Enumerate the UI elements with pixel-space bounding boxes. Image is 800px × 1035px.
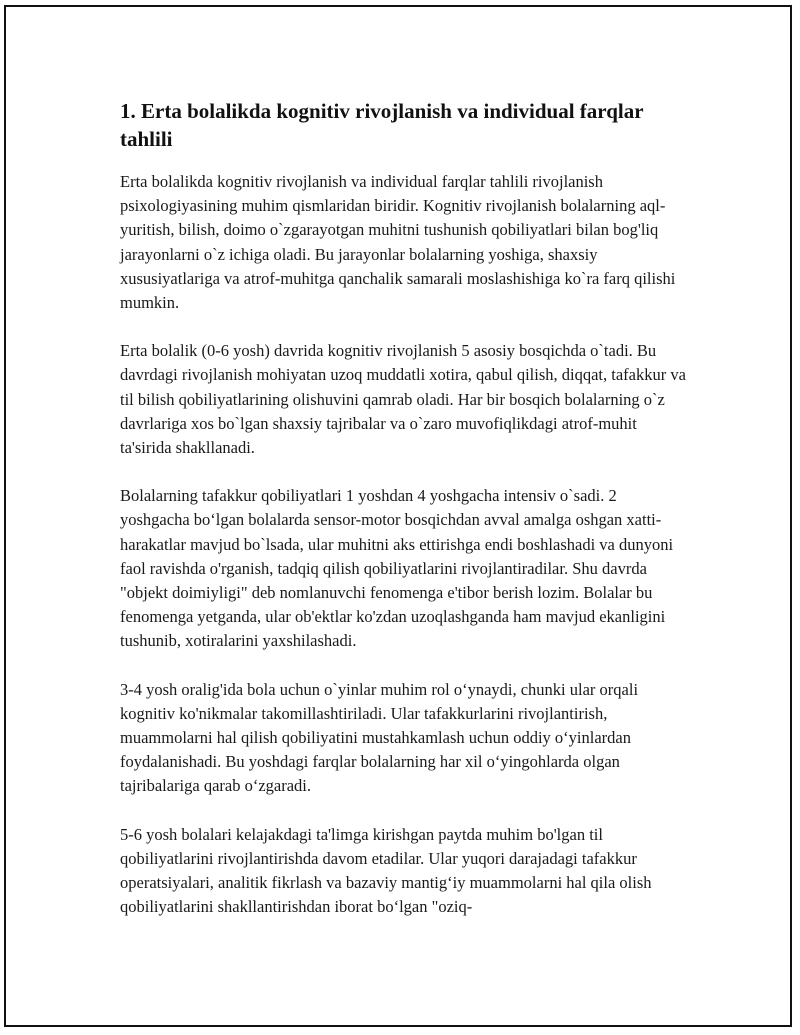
document-page: [4, 5, 792, 1027]
document-body: [120, 97, 690, 943]
paragraph-5: 5-6 yosh bolalari kelajakdagi ta'limga kirishgan paytda muhim bo'lgan til qobiliyatlarini rivojlantirishda davom etadilar. Ular yuqori darajadagi tafakkur operatsiyalari, analitik fikrlash va bazaviy mantig‘iy muammolarni hal qila olish qobiliyatlarini shakllantirishdan iborat bo‘lgan "oziq-: [120, 824, 652, 917]
paragraph-2: Erta bolalik (0-6 yosh) davrida kognitiv rivojlanish 5 asosiy bosqichda o`tadi. Bu davrdagi rivojlanish mohiyatan uzoq muddatli xotira, qabul qilish, diqqat, tafakkur va til bilish qobiliyatlarining olishuvini qamrab oladi. Har bir bosqich bolalarning o`z davrlariga xos bo`lgan shaxsiy tajribalar va o`zaro muvofiqlikdagi atrof-muhit ta'sirida shakllanadi.: [120, 341, 686, 458]
paragraph-4: 3-4 yosh oralig'ida bola uchun o`yinlar muhim rol o‘ynaydi, chunki ular orqali kognitiv ko'nikmalar takomillashtiriladi. Ular tafakkurlarini rivojlantirish, muammolarni hal qilish qobiliyatini mustahkamlash uchun oddiy o‘yinlardan foydalanishadi. Bu yoshdagi farqlar bolalarning har xil o‘yingohlarda olgan tajribalariga qarab o‘zgaradi.: [120, 679, 639, 796]
paragraph-3: Bolalarning tafakkur qobiliyatlari 1 yoshdan 4 yoshgacha intensiv o`sadi. 2 yoshgacha bo‘lgan bolalarda sensor-motor bosqichdan avval amalga oshgan xatti-harakatlar mavjud bo`lsada, ular muhitni aks ettirishga endi boshlashadi va dunyoni faol ravishda o'rganish, tadqiq qilish qobiliyatlarini rivojlantiradilar. Shu davrda "objekt doimiyligi" deb nomlanuvchi fenomenga e'tibor berish lozim. Bolalar bu fenomenga yetganda, ular ob'ektlar ko'zdan uzoqlashganda ham mavjud ekanligini tushunib, xotiralarini yaxshilashadi.: [120, 486, 674, 651]
paragraph-1: Erta bolalikda kognitiv rivojlanish va individual farqlar tahlili rivojlanish psixologiyasining muhim qismlaridan biridir. Kognitiv rivojlanish bolalarning aql-yuritish, bilish, doimo o`zgarayotgan muhitni tushunish qobiliyatlari bilan bog'liq jarayonlarni o`z ichiga oladi. Bu jarayonlar bolalarning yoshiga, shaxsiy xususiyatlariga va atrof-muhitga qanchalik samarali moslashishiga ko`ra farq qilishi mumkin.: [120, 172, 676, 313]
section-heading: 1. Erta bolalikda kognitiv rivojlanish va individual farqlar tahlili: [120, 99, 644, 151]
